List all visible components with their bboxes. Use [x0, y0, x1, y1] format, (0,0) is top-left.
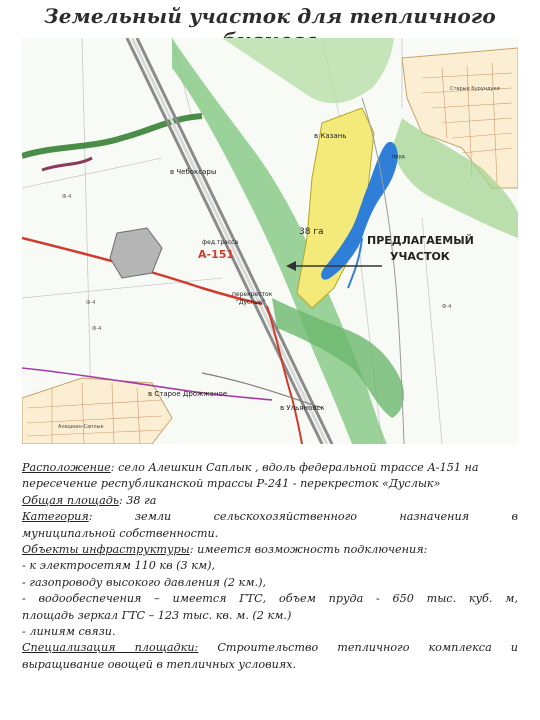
- label-area: 38 га: [299, 227, 324, 237]
- label-village: Старые Бурундуки: [450, 86, 500, 92]
- infra-item-5: - линиям связи.: [22, 625, 116, 639]
- infra-item-4: площадь зеркал ГТС – 123 тыс. кв. м. (2 км.): [22, 608, 292, 622]
- infra-item-1: - к электросетям 110 кв (3 км),: [22, 559, 216, 573]
- label-ulyanovsk: в Ульяновск: [280, 404, 325, 412]
- label-crossing-1: перекресток: [232, 291, 273, 298]
- label-pond: пруд: [392, 154, 405, 160]
- page-title: Земельный участок для тепличного: [44, 4, 496, 28]
- infra-label: Объекты инфраструктуры: [22, 543, 190, 557]
- label-offer-line2: УЧАСТОК: [390, 250, 450, 263]
- label-crossing-2: "Дуслык": [236, 299, 266, 306]
- label-cheboksary: в Чебоксары: [170, 168, 217, 176]
- site-description: [22, 460, 518, 673]
- infra-text: : имеется возможность подключения:: [189, 543, 428, 557]
- infra-item-2: - газопроводу высокого давления (2 км.),: [22, 575, 266, 589]
- label-tag-3: Ф-4: [62, 194, 72, 200]
- infra-paragraph: [22, 542, 518, 558]
- label-tag-2: Ф-4: [92, 326, 102, 332]
- label-fed-road: фед.трасса: [202, 239, 239, 246]
- category-line-2: муниципальной собственности.: [22, 526, 219, 540]
- category-text-1: : земли сельскохозяйственного назначения в: [88, 510, 518, 524]
- infra-item-3: - водообеспечения – имеется ГТС, объем пруда - 650 тыс. куб. м,: [22, 592, 518, 606]
- label-staroe: в Старое Дрожжаное: [148, 390, 228, 398]
- category-label: Категория: [22, 510, 89, 524]
- location-text: : село Алешкин Саплык , вдоль федеральной трассе А-151 на пересечение республиканской трассы Р-241 - перекресток «Дуслык»: [22, 461, 479, 491]
- area-text: : 38 га: [118, 493, 157, 507]
- location-paragraph: [22, 460, 518, 493]
- spec-label: Специализация площадки:: [22, 641, 199, 655]
- label-tag-1: Ф-4: [86, 300, 96, 306]
- label-alesh: Алешкин-Саплык: [58, 424, 104, 430]
- spec-paragraph: [22, 640, 518, 673]
- area-label: Общая площадь: [22, 493, 119, 507]
- label-kazan: в Казань: [314, 132, 347, 140]
- area-paragraph: [22, 493, 518, 509]
- category-line-1: [22, 509, 518, 525]
- label-offer-line1: ПРЕДЛАГАЕМЫЙ: [367, 234, 474, 247]
- label-tag-4: Ф-4: [442, 304, 452, 310]
- spec-text: Строительство тепличного комплекса и выращивание овощей в тепличных условиях.: [22, 641, 518, 671]
- site-map: [22, 38, 518, 444]
- location-label: Расположение: [22, 461, 111, 474]
- label-road-number: А-151: [198, 248, 235, 261]
- map-canvas: [22, 38, 518, 444]
